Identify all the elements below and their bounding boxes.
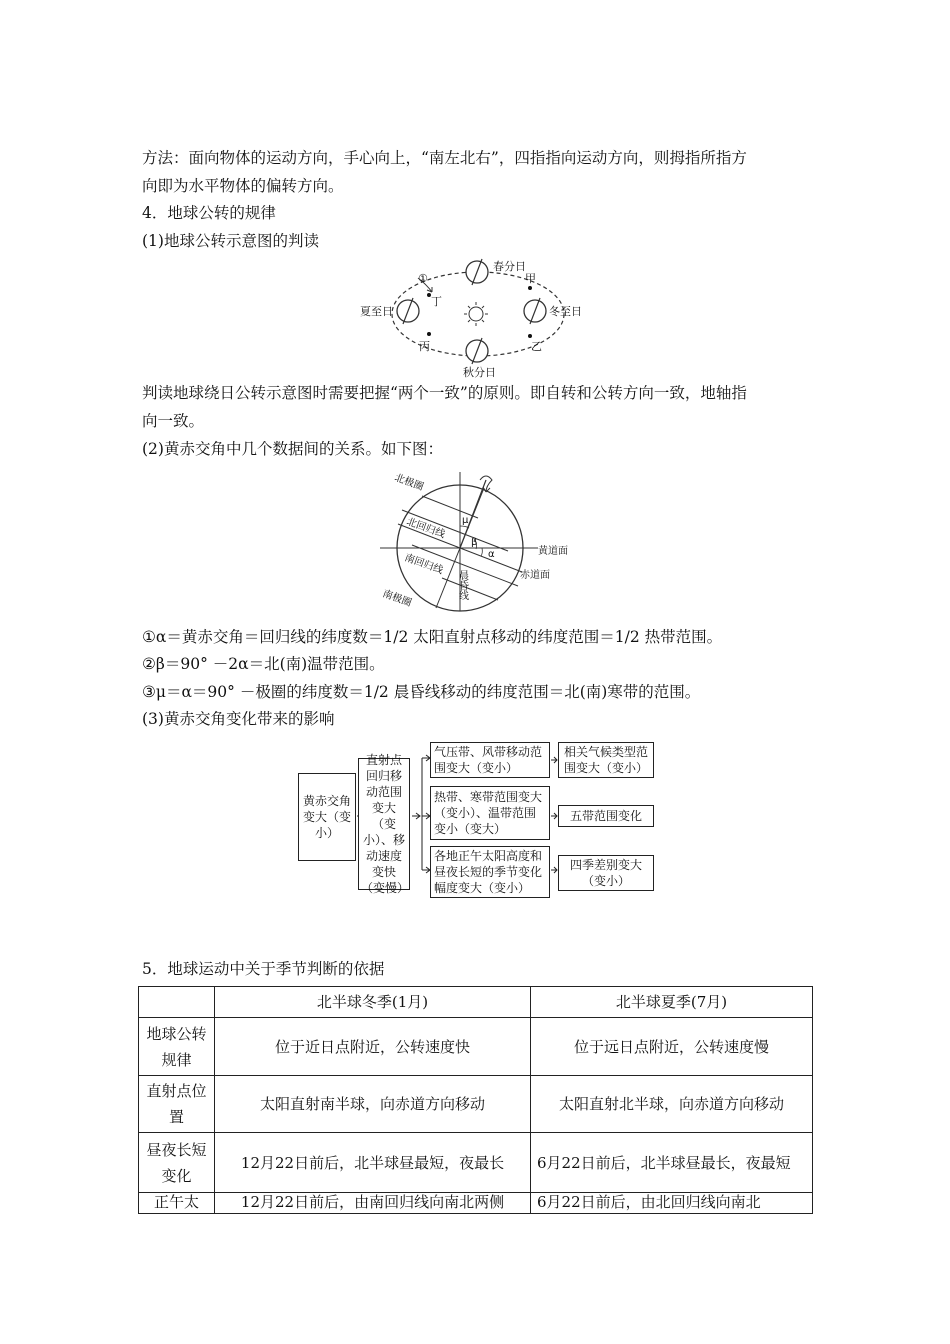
table-cell: 太阳直射南半球，向赤道方向移动 bbox=[215, 1076, 531, 1133]
table-cell: 正午太 bbox=[139, 1193, 215, 1214]
table-header-cell: 北半球冬季(1月) bbox=[215, 987, 531, 1018]
table-cell: 直射点位置 bbox=[139, 1076, 215, 1133]
label-equator: 赤道面 bbox=[520, 570, 550, 581]
table-row bbox=[139, 1133, 813, 1193]
sub2-title: (2)黄赤交角中几个数据间的关系。如下图： bbox=[142, 440, 443, 458]
earth-winter-icon bbox=[524, 298, 546, 324]
label-spring: 春分日 bbox=[493, 260, 526, 273]
label-north-polar: 北极圈 bbox=[392, 472, 425, 494]
table-row bbox=[139, 1018, 813, 1076]
label-summer: 夏至日 bbox=[360, 305, 393, 318]
label-autumn: 秋分日 bbox=[463, 366, 496, 379]
relation-1: ①α＝黄赤交角＝回归线的纬度数＝1/2 太阳直射点移动的纬度范围＝1/2 热带范围。 bbox=[142, 628, 723, 646]
earth-summer-icon bbox=[397, 298, 419, 324]
table-cell: 昼夜长短变化 bbox=[139, 1133, 215, 1193]
label-yi: 乙 bbox=[531, 340, 542, 353]
method-line-1: 方法：面向物体的运动方向，手心向上，“南左北右”，四指指向运动方向，则拇指所指方 bbox=[142, 149, 747, 167]
table-cell: 位于远日点附近，公转速度慢 bbox=[531, 1018, 813, 1076]
section-5-title: 5．地球运动中关于季节判断的依据 bbox=[142, 960, 385, 978]
judge-line-2: 向一致。 bbox=[142, 412, 205, 430]
label-marker-1: ① bbox=[418, 272, 428, 285]
orbit-diagram bbox=[360, 258, 600, 378]
label-terminator: 晨昏线 bbox=[456, 570, 468, 600]
relation-3: ③μ＝α＝90° －极圈的纬度数＝1/2 晨昏线移动的纬度范围＝北(南)寒带的范围。 bbox=[142, 683, 701, 701]
table-cell: 太阳直射北半球，向赤道方向移动 bbox=[531, 1076, 813, 1133]
table-cell: 6月22日前后，由北回归线向南北 bbox=[531, 1193, 813, 1214]
table-cell: 6月22日前后，北半球昼最长，夜最短 bbox=[531, 1133, 813, 1193]
table-row bbox=[139, 1076, 813, 1133]
sub3-title: (3)黄赤交角变化带来的影响 bbox=[142, 710, 335, 728]
relation-2: ②β＝90° －2α＝北(南)温带范围。 bbox=[142, 655, 385, 673]
table-header-cell: 北半球夏季(7月) bbox=[531, 987, 813, 1018]
earth-autumn-icon bbox=[466, 338, 488, 364]
flow-box-zones: 热带、寒带范围变大（变小）、温带范围变小（变大） bbox=[430, 786, 550, 840]
sun-icon bbox=[464, 302, 488, 326]
section-4-title: 4．地球公转的规律 bbox=[142, 204, 276, 222]
flow-box-climate: 相关气候类型范围变大（变小） bbox=[558, 742, 654, 778]
label-tropic-capricorn: 南回归线 bbox=[402, 552, 445, 577]
label-jia: 甲 bbox=[525, 272, 536, 285]
table-header-cell bbox=[139, 987, 215, 1018]
label-bing: 丙 bbox=[419, 340, 430, 353]
label-alpha: α bbox=[488, 549, 495, 560]
table-cell: 12月22日前后，北半球昼最短，夜最长 bbox=[215, 1133, 531, 1193]
flow-box-four-seasons: 四季差别变大（变小） bbox=[558, 855, 654, 891]
flow-box-seasonal: 各地正午太阳高度和昼夜长短的季节变化幅度变大（变小） bbox=[430, 846, 550, 898]
flow-box-obliquity: 黄赤交角变大（变小） bbox=[298, 773, 356, 861]
sub1-title: (1)地球公转示意图的判读 bbox=[142, 232, 319, 250]
flow-box-pressure-belts: 气压带、风带移动范围变大（变小） bbox=[430, 742, 550, 778]
judge-line-1: 判读地球绕日公转示意图时需要把握“两个一致”的原则。即自转和公转方向一致，地轴指 bbox=[142, 384, 747, 402]
label-winter: 冬至日 bbox=[549, 305, 582, 318]
table-cell: 地球公转规律 bbox=[139, 1018, 215, 1076]
method-line-2: 向即为水平物体的偏转方向。 bbox=[142, 177, 344, 195]
flow-box-subsolar: 直射点回归移动范围变大（变小）、移动速度变快（变慢） bbox=[358, 758, 410, 890]
table-cell: 12月22日前后，由南回归线向南北两侧 bbox=[215, 1193, 531, 1214]
label-ding: 丁 bbox=[431, 295, 442, 308]
flow-box-five-zones: 五带范围变化 bbox=[558, 805, 654, 827]
label-tropic-cancer: 北回归线 bbox=[404, 516, 447, 541]
earth-spring-icon bbox=[466, 259, 488, 285]
label-beta: β bbox=[471, 537, 478, 548]
season-table bbox=[138, 986, 813, 1214]
obliquity-diagram bbox=[378, 466, 598, 616]
table-row bbox=[139, 1193, 813, 1214]
label-ecliptic: 黄道面 bbox=[538, 546, 568, 557]
table-header-row bbox=[139, 987, 813, 1018]
label-south-polar: 南极圈 bbox=[380, 588, 413, 610]
table-cell: 位于近日点附近，公转速度快 bbox=[215, 1018, 531, 1076]
label-mu: μ bbox=[462, 515, 469, 526]
